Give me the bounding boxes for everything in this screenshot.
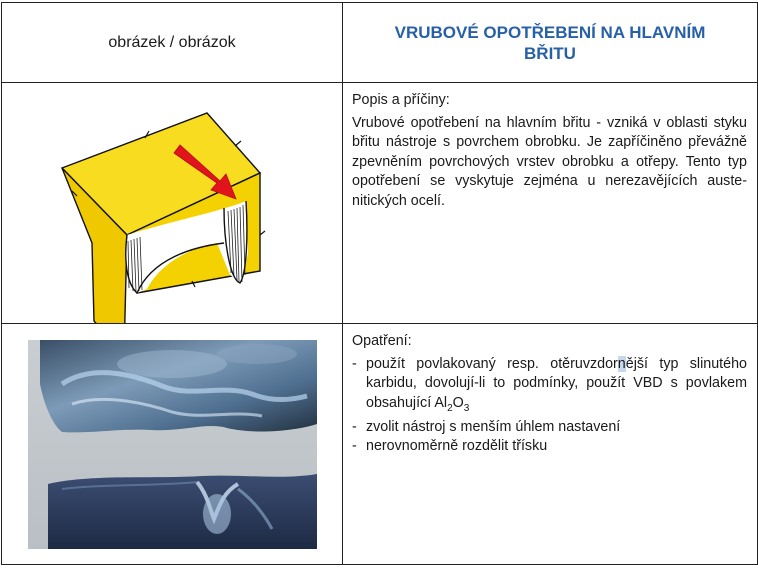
measures-title: Opatření: xyxy=(352,333,412,349)
description-title: Popis a příčiny: xyxy=(352,92,450,108)
description-line: opotřebení se vyskytuje zejména u nerezavějících auste- xyxy=(352,173,747,189)
page-title xyxy=(343,3,758,83)
photo-cell xyxy=(2,324,343,565)
description-line: Vrubové opotřebení na hlavním břitu - vzniká v oblasti styku xyxy=(352,114,747,131)
measure-text: ější typ slinutého xyxy=(625,355,747,372)
measure-item-2: - zvolit nástroj s menším úhlem nastavení xyxy=(352,418,747,438)
wear-table xyxy=(1,2,758,565)
measure-item-1 xyxy=(352,355,747,418)
description-line: břitu nástroje s povrchem obrobku. Je zapříčiněno převážně xyxy=(352,134,747,150)
description-row xyxy=(2,83,758,324)
subscript: 2 xyxy=(447,402,453,414)
header-row xyxy=(2,3,758,83)
measure-line xyxy=(366,394,747,418)
notch-wear-insert-diagram-icon xyxy=(2,83,342,323)
description-line: nitických ocelí. xyxy=(352,192,445,209)
measure-item-3: - nerovnoměrně rozdělit třísku xyxy=(352,437,747,457)
title-line-2: BŘITU xyxy=(524,43,576,63)
measure-line xyxy=(366,355,747,375)
description-cell xyxy=(343,83,758,324)
measure-text: použít povlakovaný resp. otěruvzdor xyxy=(366,355,618,372)
measure-text: obsahující Al xyxy=(366,394,448,411)
title-line-1: VRUBOVÉ OPOTŘEBENÍ NA HLAVNÍM xyxy=(394,22,706,42)
measure-line: karbidu, dovolují-li to podmínky, použít VBD s povlakem xyxy=(366,375,747,391)
description-text xyxy=(352,114,747,212)
subscript: 3 xyxy=(463,402,470,414)
column-header-image: obrázek / obrázok xyxy=(2,3,343,83)
measure-text: O xyxy=(452,394,464,411)
measures-row xyxy=(2,324,758,565)
text-selection-highlight: n xyxy=(617,355,626,372)
measures-list xyxy=(352,355,747,457)
worn-insert-photo-icon xyxy=(2,324,342,564)
diagram-cell xyxy=(2,83,343,324)
measures-cell xyxy=(343,324,758,565)
description-line: zpevněním povrchových vrstev obrobku a otřepy. Tento typ xyxy=(352,153,747,170)
